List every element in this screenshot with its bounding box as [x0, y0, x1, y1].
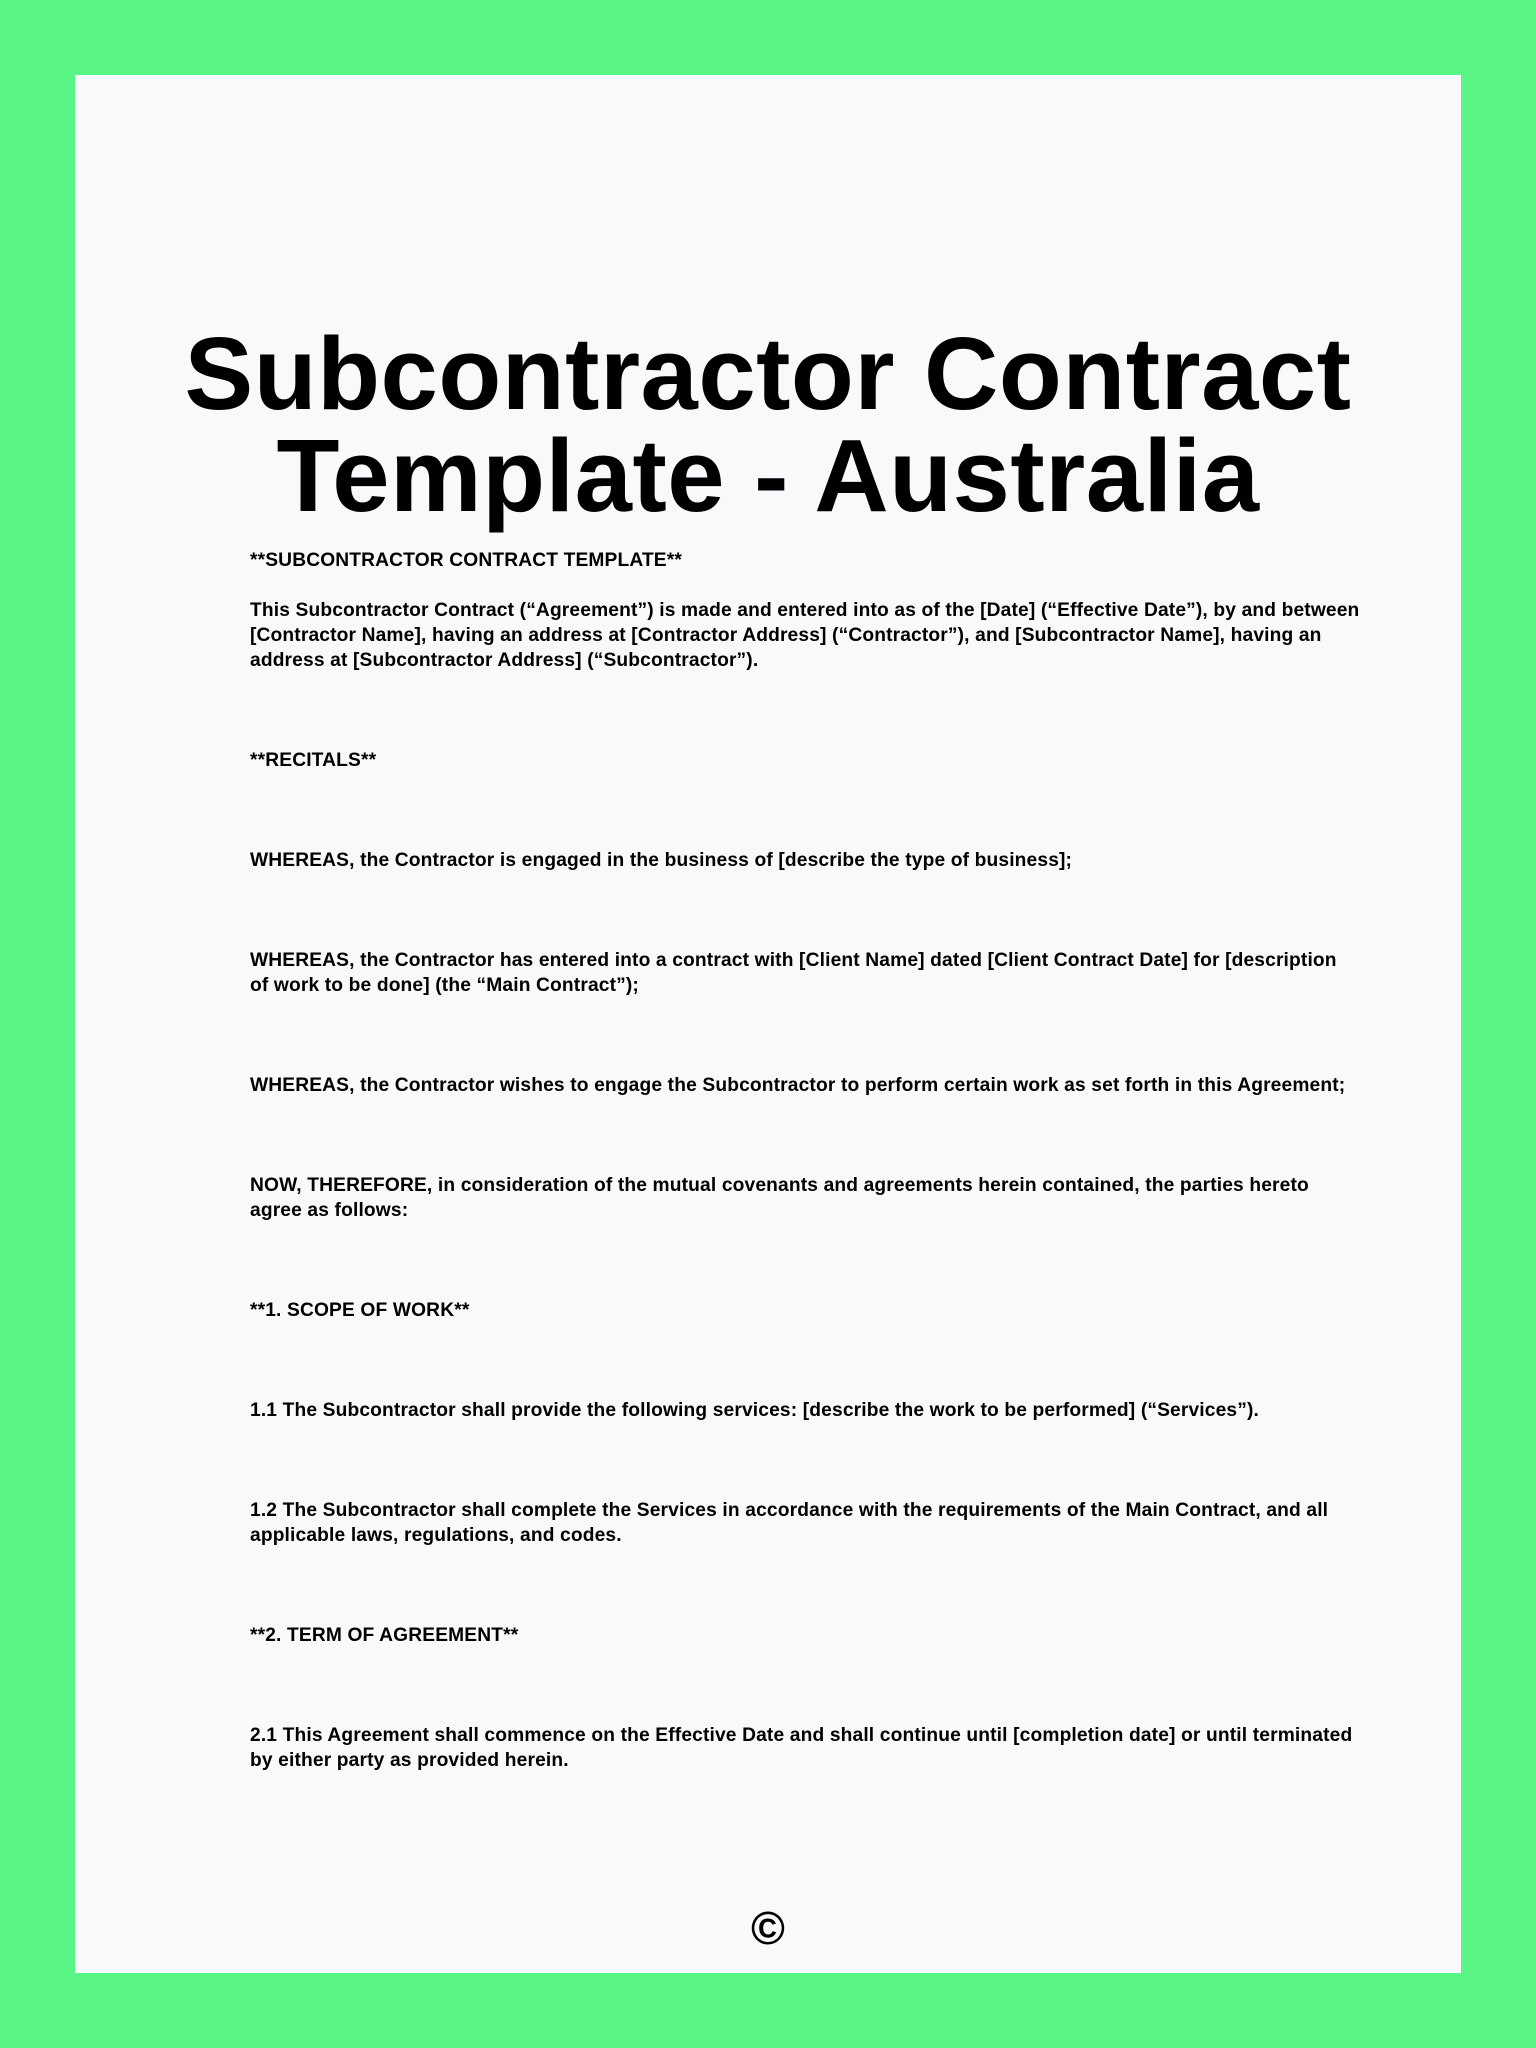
intro-paragraph: This Subcontractor Contract (“Agreement”) is made and entered into as of the [Date] (“Effective Date”), by and between [Contractor Name], having an address at [Contractor Address] (“Contractor”), and [Subcontractor Name], having an address at [Subcontractor Address] (“Subcontractor”). — [250, 600, 1360, 671]
heading-recitals: **RECITALS** — [250, 750, 377, 771]
heading-template: **SUBCONTRACTOR CONTRACT TEMPLATE** — [250, 550, 682, 571]
recital-engagement: WHEREAS, the Contractor wishes to engage the Subcontractor to perform certain work as set forth in this Agreement; — [250, 1075, 1346, 1096]
clause-1-1: 1.1 The Subcontractor shall provide the following services: [describe the work to be performed] (“Services”). — [250, 1400, 1260, 1421]
title-line-1: Subcontractor Contract — [184, 316, 1352, 431]
consideration-paragraph: NOW, THEREFORE, in consideration of the mutual covenants and agreements herein contained, the parties hereto agree as follows: — [250, 1175, 1309, 1221]
heading-scope-of-work: **1. SCOPE OF WORK** — [250, 1300, 470, 1321]
clause-2-1: 2.1 This Agreement shall commence on the Effective Date and shall continue until [completion date] or until terminated by either party as provided herein. — [250, 1725, 1353, 1771]
heading-term-of-agreement: **2. TERM OF AGREEMENT** — [250, 1625, 519, 1646]
document-title — [75, 316, 1461, 533]
title-line-2: Template - Australia — [276, 418, 1260, 533]
copyright-icon: © — [751, 1902, 785, 1954]
document-body — [250, 548, 1360, 1773]
recital-business: WHEREAS, the Contractor is engaged in the business of [describe the type of business]; — [250, 850, 1073, 871]
clause-1-2: 1.2 The Subcontractor shall complete the Services in accordance with the requirements of the Main Contract, and all applicable laws, regulations, and codes. — [250, 1500, 1329, 1546]
document-page — [75, 75, 1461, 1973]
recital-main-contract: WHEREAS, the Contractor has entered into a contract with [Client Name] dated [Client Contract Date] for [description of work to be done] (the “Main Contract”); — [250, 950, 1337, 996]
